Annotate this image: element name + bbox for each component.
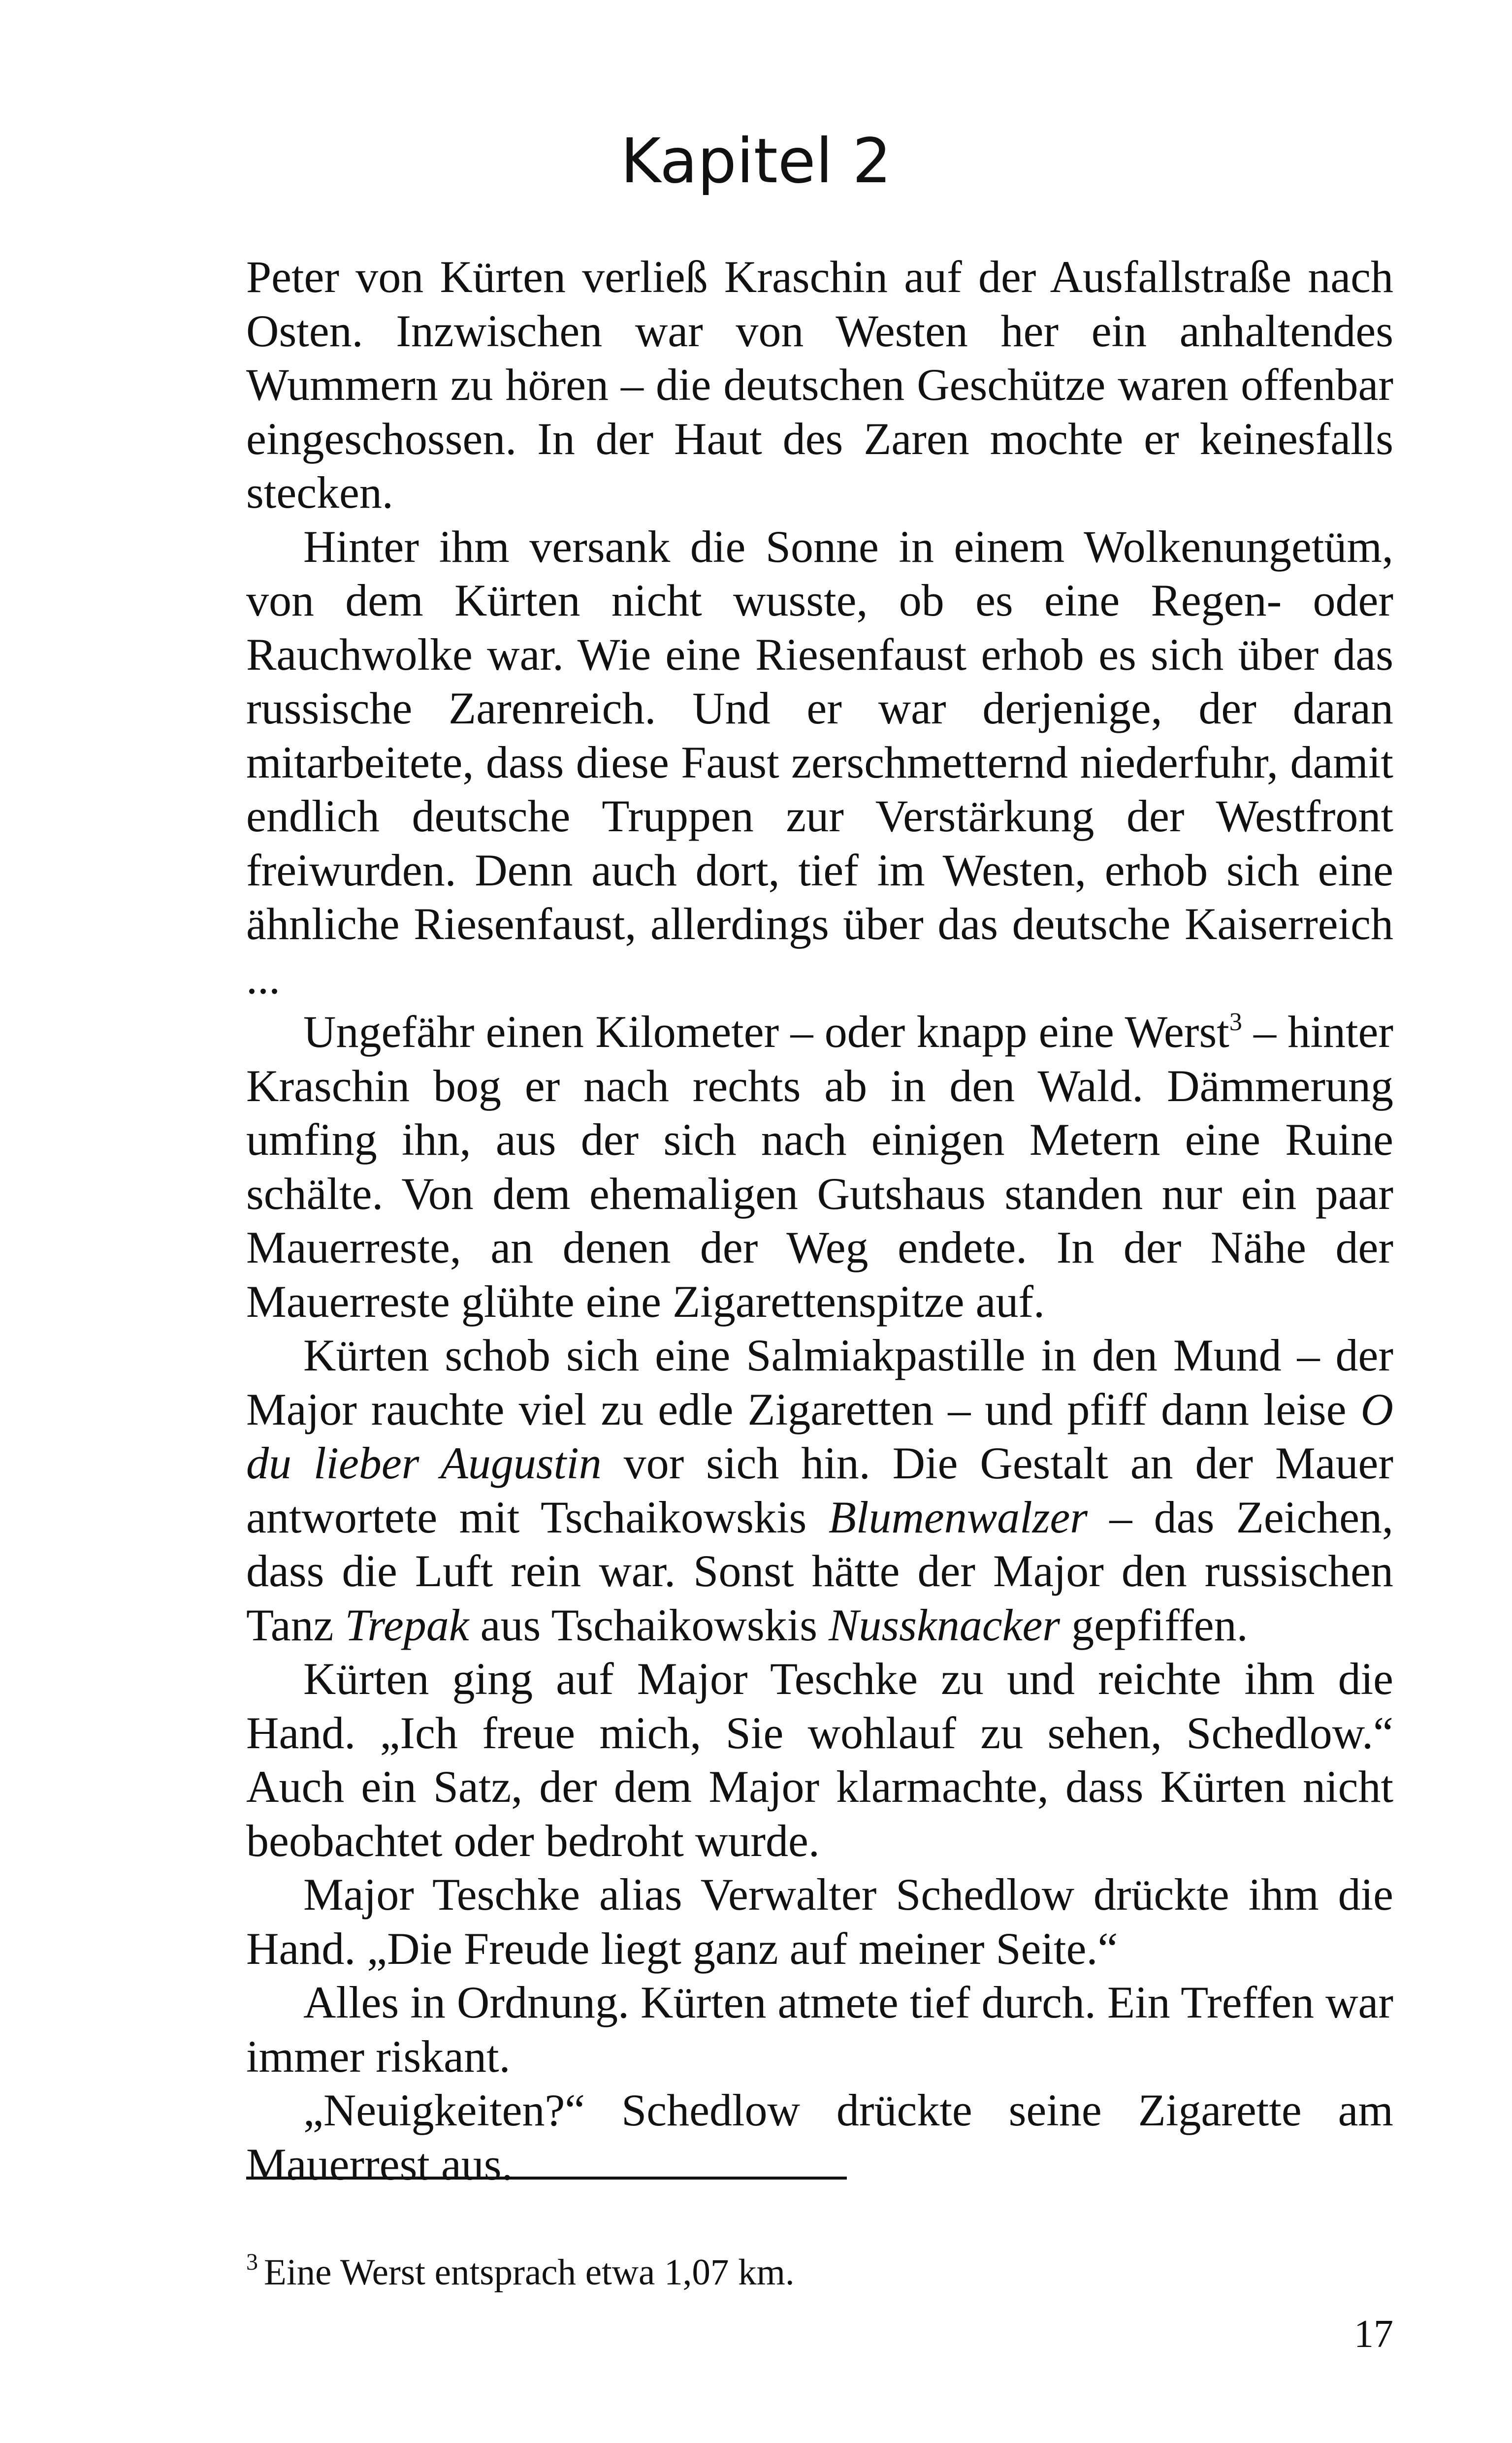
paragraph-1: Peter von Kürten verließ Kraschin auf der Ausfallstraße nach Osten. Inzwischen war von Westen her ein anhaltendes Wummern zu hören – die deutschen Geschütze waren offenbar eingeschossen. In der Haut des Zaren mochte er keinesfalls stecken. <box>246 252 1393 518</box>
paragraph-3 <box>246 1005 1393 1329</box>
footnote-separator <box>246 2177 847 2180</box>
footnote-reference: 3 <box>1229 1008 1242 1036</box>
paragraph-4-part-1: Kürten schob sich eine Salmiakpastille in den Mund – der Major rauchte viel zu edle Zigaretten – und pfiff dann leise <box>246 1330 1393 1434</box>
chapter-body <box>246 250 1393 2191</box>
paragraph-2: Hinter ihm versank die Sonne in einem Wolkenungetüm, von dem Kürten nicht wusste, ob es eine Regen- oder Rauchwolke war. Wie eine Riesenfaust erhob es sich über das russische Zarenreich. Und er war derjenige, der daran mitarbeitete, dass diese Faust zerschmetternd niederfuhr, damit endlich deutsche Truppen zur Verstärkung der Westfront freiwurden. Denn auch dort, tief im Westen, erhob sich eine ähnliche Riesenfaust, allerdings über das deutsche Kaiserreich ... <box>246 521 1393 1003</box>
paragraph-4-part-4: aus Tschaikowskis <box>469 1599 829 1650</box>
paragraph-4-part-3: – das Zeichen, dass die Luft rein war. Sonst hätte der Major den russischen Tanz <box>246 1492 1393 1650</box>
dance-title-trepak: Trepak <box>345 1599 469 1650</box>
chapter-title: Kapitel 2 <box>620 126 892 197</box>
paragraph-7: Alles in Ordnung. Kürten atmete tief durch. Ein Treffen war immer riskant. <box>246 1977 1393 2082</box>
work-title-blumenwalzer: Blumenwalzer <box>828 1492 1088 1542</box>
song-title-augustin: O du lieber Augustin <box>246 1384 1393 1488</box>
footnote-number: 3 <box>246 2249 258 2275</box>
paragraph-6: Major Teschke alias Verwalter Schedlow drückte ihm die Hand. „Die Freude liegt ganz auf meiner Seite.“ <box>246 1869 1393 1974</box>
paragraph-5: Kürten ging auf Major Teschke zu und reichte ihm die Hand. „Ich freue mich, Sie wohlauf zu sehen, Schedlow.“ Auch ein Satz, der dem Major klarmachte, dass Kürten nicht beobachtet oder bedroht wurde. <box>246 1654 1393 1866</box>
paragraph-4-part-2: vor sich hin. Die Gestalt an der Mauer antwortete mit Tschaikowskis <box>246 1438 1393 1542</box>
work-title-nussknacker: Nussknacker <box>829 1599 1061 1650</box>
footnote-text: Eine Werst entsprach etwa 1,07 km. <box>264 2252 795 2293</box>
paragraph-4-part-5: gepfiffen. <box>1060 1599 1248 1650</box>
paragraph-3-text-end: – hinter Kraschin bog er nach rechts ab in den Wald. Dämmerung umfing ihn, aus der sich nach einigen Metern eine Ruine schälte. Von dem ehemaligen Gutshaus standen nur ein paar Mauerreste, an denen der Weg endete. In der Nähe der Mauerreste glühte eine Zigarettenspitze auf. <box>246 1007 1393 1327</box>
paragraph-4 <box>246 1329 1393 1652</box>
paragraph-3-text-start: Ungefähr einen Kilometer – oder knapp eine Werst <box>303 1007 1229 1057</box>
paragraph-8: „Neuigkeiten?“ Schedlow drückte seine Zigarette am Mauerrest aus. <box>246 2085 1393 2189</box>
page-number: 17 <box>1354 2313 1393 2356</box>
footnote <box>246 2248 1393 2297</box>
